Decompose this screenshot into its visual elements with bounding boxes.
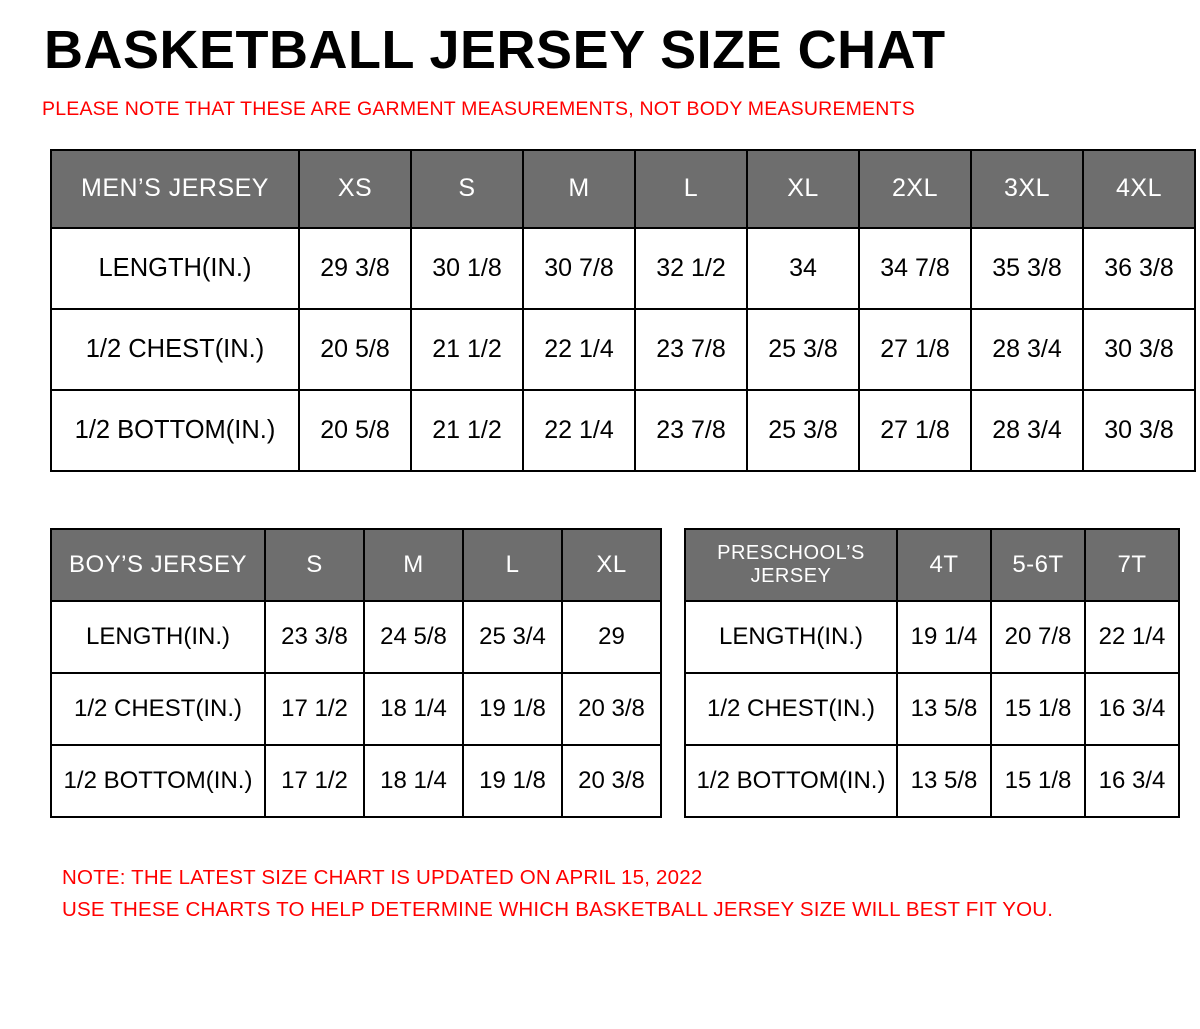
table-header-row — [51, 150, 1195, 228]
preschool-jersey-size-table — [684, 528, 1180, 818]
column-header: 4T — [897, 529, 991, 601]
table-cell: 13 5/8 — [897, 745, 991, 817]
table-row — [685, 601, 1179, 673]
table-cell: 30 3/8 — [1083, 309, 1195, 390]
column-header: XS — [299, 150, 411, 228]
bottom-notes — [62, 862, 1172, 926]
column-header: L — [463, 529, 562, 601]
table-cell: 21 1/2 — [411, 309, 523, 390]
table-cell: 28 3/4 — [971, 390, 1083, 471]
column-header: 3XL — [971, 150, 1083, 228]
table-row — [51, 745, 661, 817]
table-cell: 13 5/8 — [897, 673, 991, 745]
table-cell: 30 1/8 — [411, 228, 523, 309]
column-header: S — [265, 529, 364, 601]
column-header: PRESCHOOL’S JERSEY — [685, 529, 897, 601]
row-label: 1/2 BOTTOM(IN.) — [685, 745, 897, 817]
table-cell: 34 — [747, 228, 859, 309]
table-cell: 17 1/2 — [265, 673, 364, 745]
table-cell: 20 3/8 — [562, 673, 661, 745]
table-row — [685, 745, 1179, 817]
table-cell: 23 7/8 — [635, 390, 747, 471]
table-row — [685, 673, 1179, 745]
top-note: PLEASE NOTE THAT THESE ARE GARMENT MEASUREMENTS, NOT BODY MEASUREMENTS — [42, 97, 915, 120]
column-header: BOY’S JERSEY — [51, 529, 265, 601]
table-row — [51, 390, 1195, 471]
row-label: 1/2 CHEST(IN.) — [51, 673, 265, 745]
table-header-row — [685, 529, 1179, 601]
column-header: 5-6T — [991, 529, 1085, 601]
table-cell: 20 5/8 — [299, 390, 411, 471]
table-cell: 27 1/8 — [859, 309, 971, 390]
column-header: M — [364, 529, 463, 601]
table-cell: 23 3/8 — [265, 601, 364, 673]
boys-jersey-size-table — [50, 528, 662, 818]
mens-jersey-size-table — [50, 149, 1196, 472]
table-cell: 23 7/8 — [635, 309, 747, 390]
table-cell: 19 1/8 — [463, 745, 562, 817]
table-cell: 35 3/8 — [971, 228, 1083, 309]
column-header: L — [635, 150, 747, 228]
column-header: M — [523, 150, 635, 228]
table-cell: 21 1/2 — [411, 390, 523, 471]
table-cell: 19 1/4 — [897, 601, 991, 673]
table-row — [51, 228, 1195, 309]
table-cell: 18 1/4 — [364, 745, 463, 817]
table-cell: 25 3/8 — [747, 309, 859, 390]
table-cell: 20 5/8 — [299, 309, 411, 390]
table-cell: 19 1/8 — [463, 673, 562, 745]
table-cell: 16 3/4 — [1085, 745, 1179, 817]
column-header: MEN’S JERSEY — [51, 150, 299, 228]
table-cell: 34 7/8 — [859, 228, 971, 309]
column-header: XL — [747, 150, 859, 228]
lower-tables-container — [50, 528, 1172, 818]
table-cell: 36 3/8 — [1083, 228, 1195, 309]
table-cell: 22 1/4 — [523, 390, 635, 471]
table-cell: 20 3/8 — [562, 745, 661, 817]
table-cell: 27 1/8 — [859, 390, 971, 471]
table-cell: 17 1/2 — [265, 745, 364, 817]
table-cell: 30 3/8 — [1083, 390, 1195, 471]
table-cell: 15 1/8 — [991, 673, 1085, 745]
table-row — [51, 673, 661, 745]
row-label: LENGTH(IN.) — [51, 228, 299, 309]
table-cell: 28 3/4 — [971, 309, 1083, 390]
bottom-note-line: NOTE: THE LATEST SIZE CHART IS UPDATED ON APRIL 15, 2022 — [62, 865, 703, 889]
table-cell: 32 1/2 — [635, 228, 747, 309]
table-cell: 24 5/8 — [364, 601, 463, 673]
column-header: 4XL — [1083, 150, 1195, 228]
table-cell: 29 — [562, 601, 661, 673]
table-row — [51, 601, 661, 673]
table-cell: 20 7/8 — [991, 601, 1085, 673]
row-label: 1/2 BOTTOM(IN.) — [51, 745, 265, 817]
table-cell: 16 3/4 — [1085, 673, 1179, 745]
page-title: BASKETBALL JERSEY SIZE CHAT — [44, 20, 946, 80]
column-header: 7T — [1085, 529, 1179, 601]
row-label: 1/2 CHEST(IN.) — [51, 309, 299, 390]
row-label: LENGTH(IN.) — [685, 601, 897, 673]
table-cell: 29 3/8 — [299, 228, 411, 309]
table-cell: 15 1/8 — [991, 745, 1085, 817]
column-header: S — [411, 150, 523, 228]
row-label: LENGTH(IN.) — [51, 601, 265, 673]
table-header-row — [51, 529, 661, 601]
bottom-note-line: USE THESE CHARTS TO HELP DETERMINE WHICH BASKETBALL JERSEY SIZE WILL BEST FIT YOU. — [62, 897, 1054, 921]
table-cell: 22 1/4 — [523, 309, 635, 390]
table-cell: 25 3/4 — [463, 601, 562, 673]
column-header: XL — [562, 529, 661, 601]
table-cell: 18 1/4 — [364, 673, 463, 745]
table-cell: 30 7/8 — [523, 228, 635, 309]
row-label: 1/2 BOTTOM(IN.) — [51, 390, 299, 471]
row-label: 1/2 CHEST(IN.) — [685, 673, 897, 745]
table-cell: 22 1/4 — [1085, 601, 1179, 673]
table-cell: 25 3/8 — [747, 390, 859, 471]
size-chart-page — [0, 22, 1200, 1029]
table-row — [51, 309, 1195, 390]
column-header: 2XL — [859, 150, 971, 228]
